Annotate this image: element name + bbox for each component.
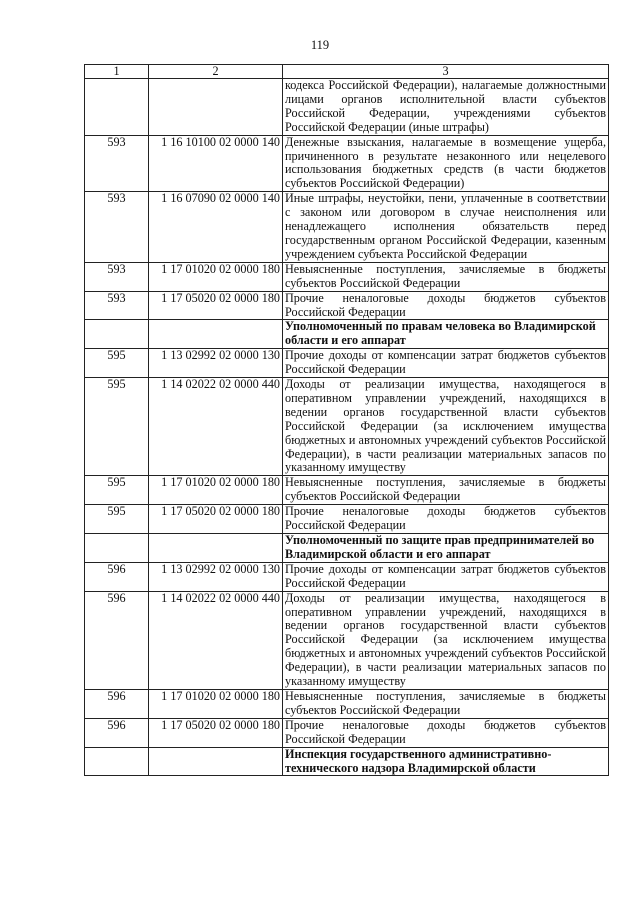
revenue-code-cell: 1 13 02992 02 0000 130 (149, 562, 283, 591)
admin-code-cell (85, 79, 149, 136)
description-cell: Прочие неналоговые доходы бюджетов субъектов Российской Федерации (283, 291, 609, 320)
revenue-code-cell (149, 79, 283, 136)
description-cell: Прочие неналоговые доходы бюджетов субъектов Российской Федерации (283, 505, 609, 534)
admin-code-cell: 596 (85, 591, 149, 689)
revenue-code-cell: 1 17 01020 02 0000 180 (149, 476, 283, 505)
table-row (85, 378, 609, 476)
section-title-cell: Уполномоченный по защите прав предпринимателей во Владимирской области и его аппарат (283, 534, 609, 563)
revenue-code-cell: 1 14 02022 02 0000 440 (149, 378, 283, 476)
revenue-code-cell (149, 320, 283, 349)
table-header-row (85, 65, 609, 79)
revenue-code-cell: 1 13 02992 02 0000 130 (149, 349, 283, 378)
admin-code-cell: 593 (85, 192, 149, 263)
section-header-row (85, 534, 609, 563)
section-header-row (85, 320, 609, 349)
description-cell: Прочие доходы от компенсации затрат бюджетов субъектов Российской Федерации (283, 562, 609, 591)
description-cell: Прочие неналоговые доходы бюджетов субъектов Российской Федерации (283, 718, 609, 747)
table-row (85, 262, 609, 291)
admin-code-cell: 593 (85, 135, 149, 192)
table-row (85, 192, 609, 263)
description-cell: Денежные взыскания, налагаемые в возмещение ущерба, причиненного в результате незаконного или нецелевого использования бюджетных средств (в части бюджетов субъектов Российской Федерации) (283, 135, 609, 192)
revenue-code-cell: 1 17 05020 02 0000 180 (149, 718, 283, 747)
revenue-code-cell: 1 16 07090 02 0000 140 (149, 192, 283, 263)
revenue-code-cell: 1 17 05020 02 0000 180 (149, 505, 283, 534)
description-cell: Невыясненные поступления, зачисляемые в бюджеты субъектов Российской Федерации (283, 262, 609, 291)
section-title-cell: Уполномоченный по правам человека во Владимирской области и его аппарат (283, 320, 609, 349)
table-row (85, 476, 609, 505)
description-cell: Прочие доходы от компенсации затрат бюджетов субъектов Российской Федерации (283, 349, 609, 378)
admin-code-cell (85, 747, 149, 776)
table-row (85, 291, 609, 320)
page-number: 119 (310, 38, 330, 52)
header-col-1: 1 (85, 65, 149, 79)
table-row (85, 591, 609, 689)
description-cell: Иные штрафы, неустойки, пени, уплаченные в соответствии с законом или договором в случае неисполнения или ненадлежащего исполнения обязательств перед государственным органом Российской Федерации, казенным учреждением субъекта Российской Федерации (283, 192, 609, 263)
admin-code-cell: 593 (85, 262, 149, 291)
header-col-2: 2 (149, 65, 283, 79)
header-col-3: 3 (283, 65, 609, 79)
table-row (85, 349, 609, 378)
admin-code-cell: 596 (85, 562, 149, 591)
description-cell: Невыясненные поступления, зачисляемые в бюджеты субъектов Российской Федерации (283, 689, 609, 718)
revenue-code-cell: 1 14 02022 02 0000 440 (149, 591, 283, 689)
table-row (85, 135, 609, 192)
description-cell: Доходы от реализации имущества, находящегося в оперативном управлении учреждений, находящихся в ведении органов государственной власти субъектов Российской Федерации (за исключением имущества бюджетных и автономных учреждений субъектов Российской Федерации), в части реализации материальных запасов по указанному имуществу (283, 591, 609, 689)
table-row (85, 718, 609, 747)
description-cell: кодекса Российской Федерации), налагаемые должностными лицами органов исполнительной власти субъектов Российской Федерации, учреждениями субъектов Российской Федерации (иные штрафы) (283, 79, 609, 136)
admin-code-cell: 596 (85, 689, 149, 718)
table-row (85, 79, 609, 136)
revenue-code-cell: 1 17 05020 02 0000 180 (149, 291, 283, 320)
admin-code-cell (85, 320, 149, 349)
description-cell: Невыясненные поступления, зачисляемые в бюджеты субъектов Российской Федерации (283, 476, 609, 505)
admin-code-cell: 595 (85, 349, 149, 378)
table-row (85, 689, 609, 718)
section-title-cell: Инспекция государственного административно-технического надзора Владимирской области (283, 747, 609, 776)
admin-code-cell: 595 (85, 378, 149, 476)
table-row (85, 505, 609, 534)
description-cell: Доходы от реализации имущества, находящегося в оперативном управлении учреждений, находящихся в ведении органов государственной власти субъектов Российской Федерации (за исключением имущества бюджетных и автономных учреждений субъектов Российской Федерации), в части реализации материальных запасов по указанному имуществу (283, 378, 609, 476)
admin-code-cell: 596 (85, 718, 149, 747)
admin-code-cell (85, 534, 149, 563)
admin-code-cell: 593 (85, 291, 149, 320)
admin-code-cell: 595 (85, 505, 149, 534)
table-body (85, 79, 609, 776)
section-header-row (85, 747, 609, 776)
admin-code-cell: 595 (85, 476, 149, 505)
revenue-code-cell: 1 17 01020 02 0000 180 (149, 689, 283, 718)
revenue-code-cell (149, 534, 283, 563)
revenue-code-cell (149, 747, 283, 776)
revenue-code-cell: 1 17 01020 02 0000 180 (149, 262, 283, 291)
revenue-codes-table (84, 64, 609, 776)
revenue-code-cell: 1 16 10100 02 0000 140 (149, 135, 283, 192)
table-row (85, 562, 609, 591)
